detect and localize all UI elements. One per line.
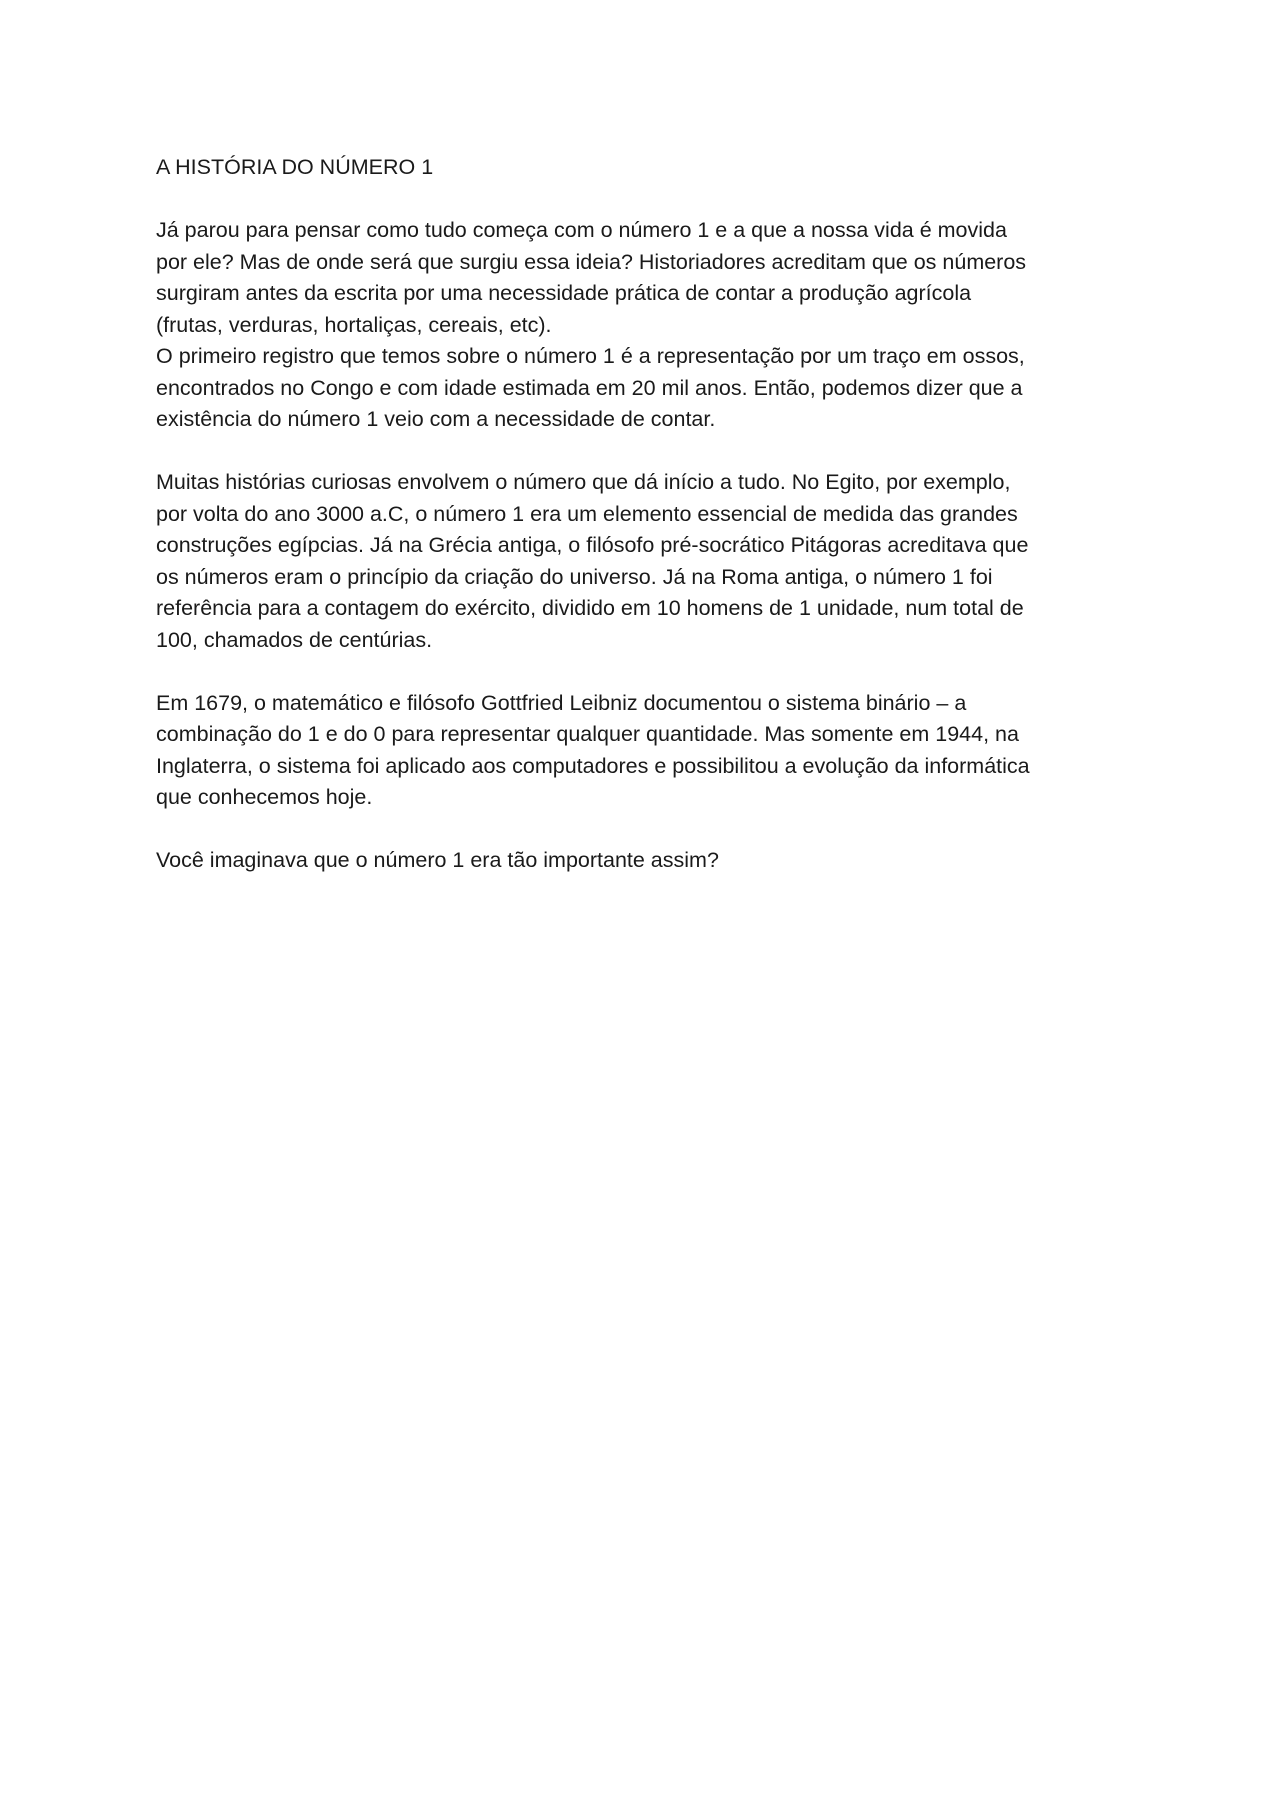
document-page xyxy=(156,152,1136,877)
document-title: A HISTÓRIA DO NÚMERO 1 xyxy=(156,155,434,179)
paragraph-curious-stories: Muitas histórias curiosas envolvem o número que dá início a tudo. No Egito, por exemplo, por volta do ano 3000 a.C, o número 1 era um elemento essencial de medida das grandes construções egípcias. Já na Grécia antiga, o filósofo pré-socrático Pitágoras acreditava que os números eram o princípio da criação do universo. Já na Roma antiga, o número 1 foi referência para a contagem do exército, dividido em 10 homens de 1 unidade, num total de 100, chamados de centúrias. xyxy=(156,470,1029,652)
paragraph-binary-system: Em 1679, o matemático e filósofo Gottfried Leibniz documentou o sistema binário – a combinação do 1 e do 0 para representar qualquer quantidade. Mas somente em 1944, na Inglaterra, o sistema foi aplicado aos computadores e possibilitou a evolução da informática que conhecemos hoje. xyxy=(156,690,1030,809)
paragraph-closing-question: Você imaginava que o número 1 era tão importante assim? xyxy=(156,848,719,872)
paragraph-first-record: O primeiro registro que temos sobre o número 1 é a representação por um traço em ossos, encontrados no Congo e com idade estimada em 20 mil anos. Então, podemos dizer que a existência do número 1 veio com a necessidade de contar. xyxy=(156,344,1025,431)
paragraph-intro: Já parou para pensar como tudo começa com o número 1 e a que a nossa vida é movida por ele? Mas de onde será que surgiu essa ideia? Historiadores acreditam que os números surgiram antes da escrita por uma necessidade prática de contar a produção agrícola (frutas, verduras, hortaliças, cereais, etc). xyxy=(156,218,1027,337)
